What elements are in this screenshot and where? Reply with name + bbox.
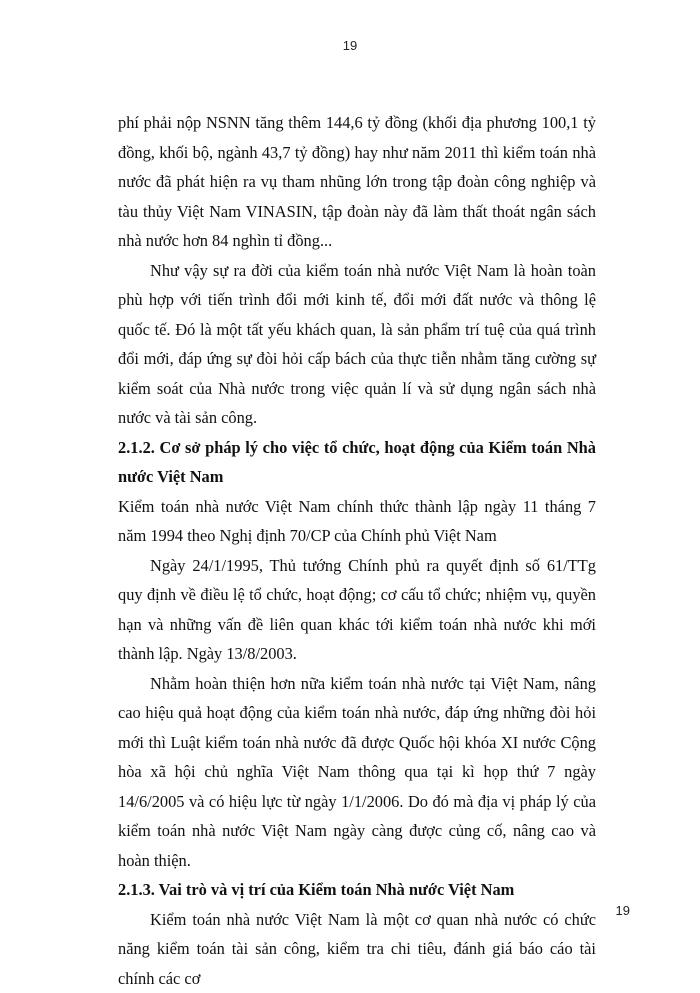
section-heading-2-1-3: 2.1.3. Vai trò và vị trí của Kiểm toán Nhà nước Việt Nam <box>118 875 596 905</box>
paragraph-conclusion: Như vậy sự ra đời của kiểm toán nhà nước Việt Nam là hoàn toàn phù hợp với tiến trình đổi mới kinh tế, đổi mới đất nước và thông lệ quốc tế. Đó là một tất yếu khách quan, là sản phẩm trí tuệ của quá trình đổi mới, đáp ứng sự đòi hỏi cấp bách của thực tiễn nhằm tăng cường sự kiểm soát của Nhà nước trong việc quản lí và sử dụng ngân sách nhà nước và tài sản công. <box>118 256 596 433</box>
page-number-top: 19 <box>0 38 700 53</box>
paragraph-decision-61: Ngày 24/1/1995, Thủ tướng Chính phủ ra quyết định số 61/TTg quy định về điều lệ tổ chức, hoạt động; cơ cấu tổ chức; nhiệm vụ, quyền hạn và những vấn đề liên quan khác tới kiểm toán nhà nước khi mới thành lập. Ngày 13/8/2003. <box>118 551 596 669</box>
paragraph-establishment: Kiểm toán nhà nước Việt Nam chính thức thành lập ngày 11 tháng 7 năm 1994 theo Nghị định 70/CP của Chính phủ Việt Nam <box>118 492 596 551</box>
section-heading-2-1-2: 2.1.2. Cơ sở pháp lý cho việc tổ chức, hoạt động của Kiểm toán Nhà nước Việt Nam <box>118 433 596 492</box>
paragraph-state-audit-law: Nhằm hoàn thiện hơn nữa kiểm toán nhà nước tại Việt Nam, nâng cao hiệu quả hoạt động của kiểm toán nhà nước, đáp ứng những đòi hỏi mới thì Luật kiểm toán nhà nước đã được Quốc hội khóa XI nước Cộng hòa xã hội chủ nghĩa Việt Nam thông qua tại kì họp thứ 7 ngày 14/6/2005 và có hiệu lực từ ngày 1/1/2006. Do đó mà địa vị pháp lý của kiểm toán nhà nước Việt Nam ngày càng được củng cố, nâng cao và hoàn thiện. <box>118 669 596 876</box>
body-text <box>118 108 596 993</box>
paragraph-role: Kiểm toán nhà nước Việt Nam là một cơ quan nhà nước có chức năng kiểm toán tài sản công, kiểm tra chi tiêu, đánh giá báo cáo tài chính các cơ <box>118 905 596 993</box>
page-number-bottom: 19 <box>616 903 630 918</box>
paragraph-continued: phí phải nộp NSNN tăng thêm 144,6 tỷ đồng (khối địa phương 100,1 tỷ đồng, khối bộ, ngành 43,7 tỷ đồng) hay như năm 2011 thì kiểm toán nhà nước đã phát hiện ra vụ tham nhũng lớn trong tập đoàn công nghiệp và tàu thủy Việt Nam VINASIN, tập đoàn này đã làm thất thoát ngân sách nhà nước hơn 84 nghìn tỉ đồng... <box>118 108 596 256</box>
